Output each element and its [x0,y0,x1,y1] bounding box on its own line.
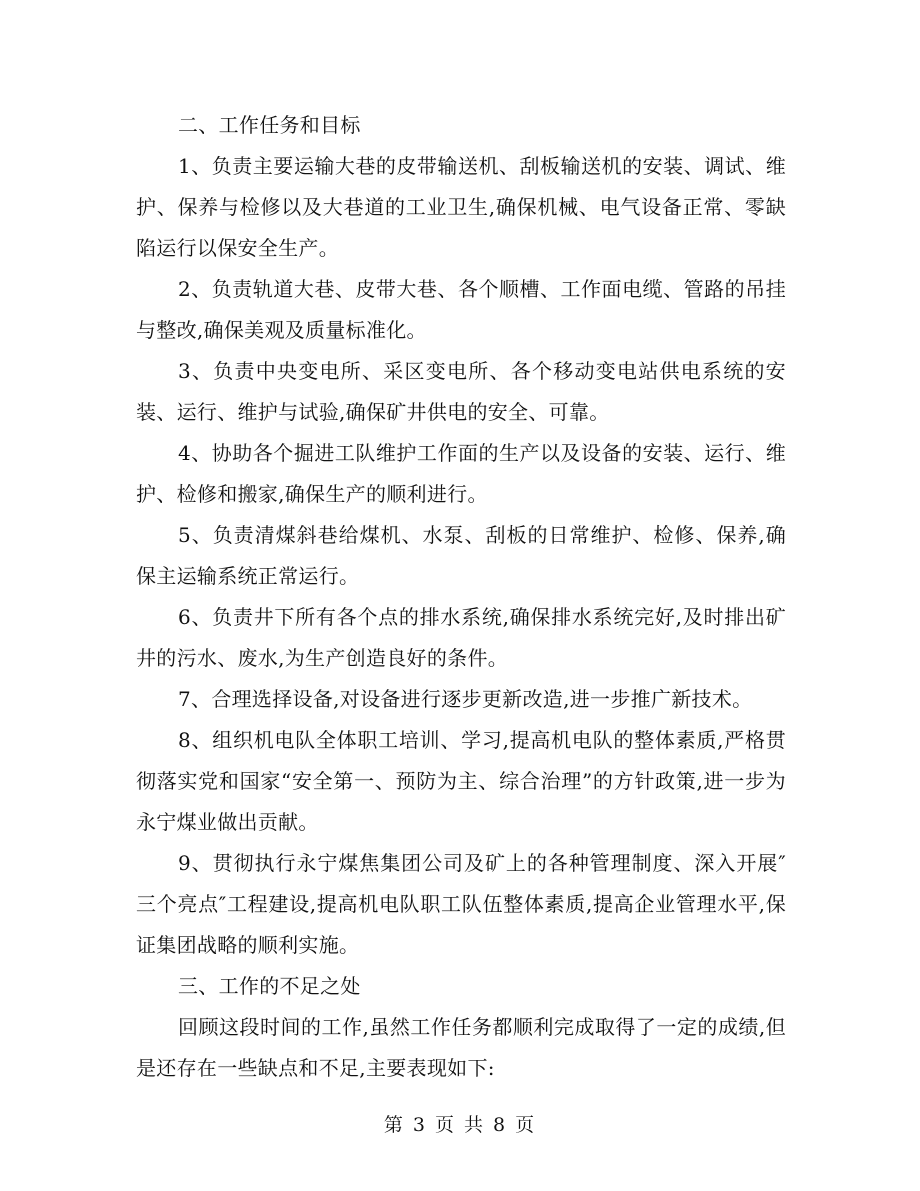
task-item-2: 2、负责轨道大巷、皮带大巷、各个顺槽、工作面电缆、管路的吊挂与整改,确保美观及质量标准化。 [136,277,786,342]
section-heading-tasks: 二、工作任务和目标 [178,113,361,137]
task-item-3: 3、负责中央变电所、采区变电所、各个移动变电站供电系统的安装、运行、维护与试验,确保矿井供电的安全、可靠。 [136,359,786,424]
task-item-9: 9、贯彻执行永宁煤焦集团公司及矿上的各种管理制度、深入开展″三个亮点″工程建设,提高机电队职工队伍整体素质,提高企业管理水平,保证集团战略的顺利实施。 [136,851,786,957]
document-body [136,105,786,1089]
task-item-6: 6、负责井下所有各个点的排水系统,确保排水系统完好,及时排出矿井的污水、废水,为生产创造良好的条件。 [136,605,786,670]
task-item-1: 1、负责主要运输大巷的皮带输送机、刮板输送机的安装、调试、维护、保养与检修以及大巷道的工业卫生,确保机械、电气设备正常、零缺陷运行以保安全生产。 [136,154,786,260]
task-item-5: 5、负责清煤斜巷给煤机、水泵、刮板的日常维护、检修、保养,确保主运输系统正常运行。 [136,523,786,588]
summary-paragraph: 回顾这段时间的工作,虽然工作任务都顺利完成取得了一定的成绩,但是还存在一些缺点和不足,主要表现如下: [136,1015,786,1080]
section-heading-shortcomings: 三、工作的不足之处 [178,974,361,998]
page-footer: 第 3 页 共 8 页 [383,1114,537,1136]
task-item-8: 8、组织机电队全体职工培训、学习,提高机电队的整体素质,严格贯彻落实党和国家“安全第一、预防为主、综合治理”的方针政策,进一步为永宁煤业做出贡献。 [136,728,786,834]
task-item-4: 4、协助各个掘进工队维护工作面的生产以及设备的安装、运行、维护、检修和搬家,确保生产的顺利进行。 [136,441,786,506]
task-item-7: 7、合理选择设备,对设备进行逐步更新改造,进一步推广新技术。 [178,687,753,711]
